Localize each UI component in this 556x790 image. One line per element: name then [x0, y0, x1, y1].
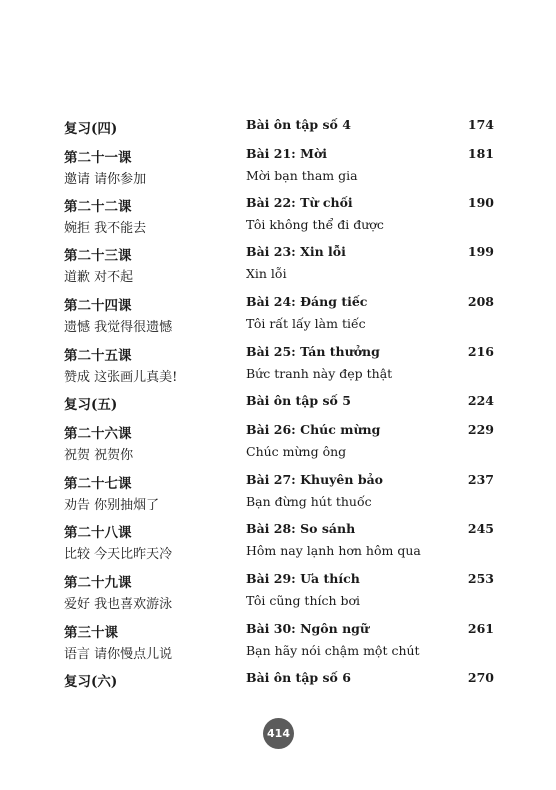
page-number: 270: [467, 670, 494, 685]
page-number: 216: [467, 344, 494, 359]
vietnamese-title: Bài 30: Ngôn ngữ: [246, 621, 369, 636]
chinese-title: 第二十六课: [64, 426, 132, 442]
page-number: 181: [467, 146, 494, 161]
vietnamese-title: Bài ôn tập số 6: [246, 670, 351, 685]
vietnamese-subtitle: Bạn hãy nói chậm một chút: [246, 643, 420, 658]
chinese-title: 第二十五课: [64, 348, 132, 364]
vietnamese-title: Bài 26: Chúc mừng: [246, 422, 381, 437]
vietnamese-title: Bài 27: Khuyên bảo: [246, 472, 383, 487]
vietnamese-title: Bài ôn tập số 5: [246, 393, 351, 408]
vietnamese-subtitle: Bạn đừng hút thuốc: [246, 494, 372, 509]
chinese-subtitle: 邀请 请你参加: [64, 172, 147, 187]
vietnamese-subtitle: Mời bạn tham gia: [246, 168, 358, 183]
chinese-title: 第二十四课: [64, 298, 132, 314]
chinese-subtitle: 劝告 你别抽烟了: [64, 498, 160, 513]
chinese-subtitle: 语言 请你慢点儿说: [64, 647, 173, 662]
chinese-title: 第二十一课: [64, 150, 132, 166]
vietnamese-title: Bài 22: Từ chối: [246, 195, 353, 210]
vietnamese-title: Bài 28: So sánh: [246, 521, 356, 536]
vietnamese-title: Bài 24: Đáng tiếc: [246, 294, 368, 309]
vietnamese-subtitle: Bức tranh này đẹp thật: [246, 366, 393, 381]
chinese-title: 第三十课: [64, 625, 118, 641]
page-number-badge: 414: [263, 718, 294, 749]
page-number: 208: [467, 294, 494, 309]
page-number: 253: [467, 571, 494, 586]
vietnamese-subtitle: Xin lỗi: [246, 266, 287, 281]
chinese-subtitle: 祝贺 祝贺你: [64, 448, 134, 463]
vietnamese-subtitle: Hôm nay lạnh hơn hôm qua: [246, 543, 421, 558]
vietnamese-title: Bài 23: Xin lỗi: [246, 244, 346, 259]
vietnamese-title: Bài 25: Tán thưởng: [246, 344, 380, 359]
page-number: 199: [467, 244, 494, 259]
page-number: 237: [467, 472, 494, 487]
chinese-title: 复习(四): [64, 121, 118, 137]
page-number: 261: [467, 621, 494, 636]
chinese-subtitle: 比较 今天比昨天冷: [64, 547, 173, 562]
chinese-title: 第二十三课: [64, 248, 132, 264]
chinese-title: 第二十八课: [64, 525, 132, 541]
chinese-subtitle: 婉拒 我不能去: [64, 221, 147, 236]
vietnamese-title: Bài ôn tập số 4: [246, 117, 351, 132]
page-number: 224: [467, 393, 494, 408]
vietnamese-subtitle: Chúc mừng ông: [246, 444, 347, 459]
page-number: 245: [467, 521, 494, 536]
chinese-title: 第二十九课: [64, 575, 132, 591]
chinese-title: 复习(五): [64, 397, 118, 413]
vietnamese-subtitle: Tôi không thể đi được: [246, 217, 384, 232]
chinese-subtitle: 赞成 这张画儿真美!: [64, 370, 178, 385]
page-number: 190: [467, 195, 494, 210]
vietnamese-subtitle: Tôi cũng thích bơi: [246, 593, 361, 608]
chinese-title: 复习(六): [64, 674, 118, 690]
page-number: 174: [467, 117, 494, 132]
chinese-title: 第二十二课: [64, 199, 132, 215]
page-number: 229: [467, 422, 494, 437]
vietnamese-title: Bài 21: Mời: [246, 146, 328, 161]
chinese-subtitle: 道歉 对不起: [64, 270, 134, 285]
vietnamese-title: Bài 29: Ưa thích: [246, 571, 360, 586]
chinese-subtitle: 遗憾 我觉得很遗憾: [64, 320, 173, 335]
vietnamese-subtitle: Tôi rất lấy làm tiếc: [246, 316, 366, 331]
chinese-subtitle: 爱好 我也喜欢游泳: [64, 597, 173, 612]
chinese-title: 第二十七课: [64, 476, 132, 492]
